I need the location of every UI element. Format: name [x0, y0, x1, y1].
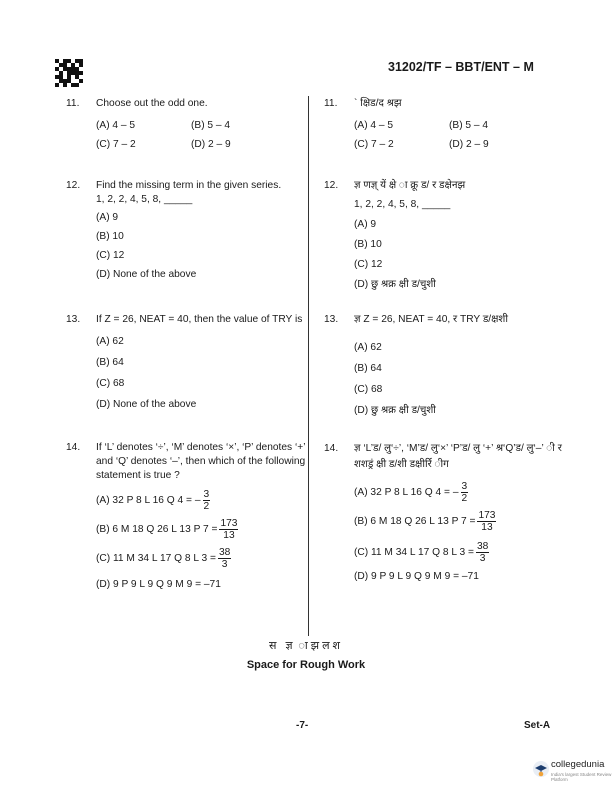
option-c[interactable]: (C) 11 M 34 L 17 Q 8 L 3 = $\frac{38}{3}$ [96, 547, 231, 570]
question-11-hi [324, 97, 579, 152]
option-c[interactable]: (C) 7 – 2 [354, 139, 394, 150]
question-text: ज्ञ Z = 26, NEAT = 40, र TRY ड/क्षशी [354, 314, 509, 325]
question-number: 14. [66, 442, 81, 453]
option-b[interactable]: (B) 5 – 4 [449, 120, 489, 131]
question-text: If ‘L’ denotes ‘÷’, ‘M’ denotes ‘×’, ‘P’ denotes ‘+’ and ‘Q’ denotes ‘–’, then which of the following statement is true ? [96, 442, 306, 481]
fraction: $\frac{3}{2}$ [461, 481, 468, 504]
question-12-en [66, 179, 321, 282]
option-b[interactable]: (B) 10 [96, 231, 124, 242]
fraction: $\frac{3}{2}$ [203, 489, 210, 512]
option-d[interactable]: (D) छु श्रक्र क्षी ड/चुशी [354, 279, 436, 290]
option-a[interactable]: (A) 4 – 5 [354, 120, 394, 131]
option-d[interactable]: (D) None of the above [96, 399, 197, 410]
question-11-en [66, 97, 321, 152]
option-d[interactable]: (D) 2 – 9 [449, 139, 489, 150]
series: 1, 2, 2, 4, 5, 8, _____ [354, 199, 451, 210]
option-b[interactable]: (B) 6 M 18 Q 26 L 13 P 7 = $\frac{173}{13}$ [354, 510, 496, 533]
option-d[interactable]: (D) None of the above [96, 269, 197, 280]
question-14-en [66, 441, 321, 592]
option-a[interactable]: (A) 9 [354, 219, 377, 230]
option-d[interactable]: (D) 9 P 9 L 9 Q 9 M 9 = –71 [354, 571, 479, 582]
question-text: Choose out the odd one. [96, 98, 208, 109]
option-b[interactable]: (B) 5 – 4 [191, 120, 231, 131]
fraction: $\frac{173}{13}$ [220, 518, 238, 541]
option-c[interactable]: (C) 12 [354, 259, 383, 270]
option-b[interactable]: (B) 64 [96, 357, 124, 368]
option-a[interactable]: (A) 32 P 8 L 16 Q 4 = – $\frac{3}{2}$ [96, 489, 210, 512]
option-b[interactable]: (B) 64 [354, 363, 382, 374]
option-c[interactable]: (C) 68 [96, 378, 125, 389]
question-text: ज्ञ ‘L’ड/ लु‘÷’, ‘M’ड/ लु‘×’ ‘P’ड/ लु ‘+’ श्र‘Q’ड/ लु‘–’ ी र शशड्रं क्षी ड/शी डक्षीर्रि ीग [354, 443, 562, 470]
option-c[interactable]: (C) 11 M 34 L 17 Q 8 L 3 = $\frac{38}{3}$ [354, 541, 489, 564]
question-14-hi [324, 441, 579, 584]
collegedunia-tagline: India's largest Student Review Platform [551, 772, 612, 782]
question-text: ` क्षिड/द श्रझ [354, 98, 402, 109]
question-text: ज्ञ णज्ञ् यें क्षे ा क्रू ड/ र डक्षेनझ [354, 180, 466, 191]
set-label: Set-A [524, 720, 551, 731]
question-number: 13. [66, 314, 81, 325]
qr-code-icon [55, 59, 83, 87]
option-a[interactable]: (A) 4 – 5 [96, 120, 136, 131]
option-c[interactable]: (C) 7 – 2 [96, 139, 136, 150]
option-a[interactable]: (A) 62 [354, 342, 382, 353]
page-number: -7- [296, 720, 309, 731]
question-number: 12. [324, 180, 339, 191]
option-a[interactable]: (A) 32 P 8 L 16 Q 4 = – $\frac{3}{2}$ [354, 481, 468, 504]
question-number: 12. [66, 180, 81, 191]
series: 1, 2, 2, 4, 5, 8, _____ [96, 194, 193, 205]
fraction: $\frac{38}{3}$ [218, 547, 231, 570]
option-a[interactable]: (A) 9 [96, 212, 119, 223]
question-text: Find the missing term in the given series. [96, 180, 282, 191]
paper-code: 31202/TF – BBT/ENT – M [388, 60, 534, 74]
rough-work-label-hindi: स ज्ञ ाझलश [268, 640, 344, 652]
option-a[interactable]: (A) 62 [96, 336, 124, 347]
question-number: 14. [324, 443, 339, 454]
option-b[interactable]: (B) 6 M 18 Q 26 L 13 P 7 = $\frac{173}{13}$ [96, 518, 238, 541]
collegedunia-logo-text: collegedunia [551, 759, 605, 770]
question-13-en [66, 313, 321, 412]
option-b[interactable]: (B) 10 [354, 239, 382, 250]
question-12-hi [324, 179, 579, 292]
option-d[interactable]: (D) 9 P 9 L 9 Q 9 M 9 = –71 [96, 579, 221, 590]
fraction: $\frac{173}{13}$ [478, 510, 496, 533]
option-d[interactable]: (D) छु श्रक्र क्षी ड/चुशी [354, 405, 436, 416]
option-c[interactable]: (C) 12 [96, 250, 125, 261]
question-number: 11. [324, 98, 338, 109]
question-number: 11. [66, 98, 80, 109]
option-d[interactable]: (D) 2 – 9 [191, 139, 231, 150]
question-text: If Z = 26, NEAT = 40, then the value of TRY is [96, 314, 303, 325]
rough-work-label: Space for Rough Work [246, 659, 366, 671]
question-13-hi [324, 313, 579, 418]
question-number: 13. [324, 314, 339, 325]
option-c[interactable]: (C) 68 [354, 384, 383, 395]
fraction: $\frac{38}{3}$ [476, 541, 489, 564]
